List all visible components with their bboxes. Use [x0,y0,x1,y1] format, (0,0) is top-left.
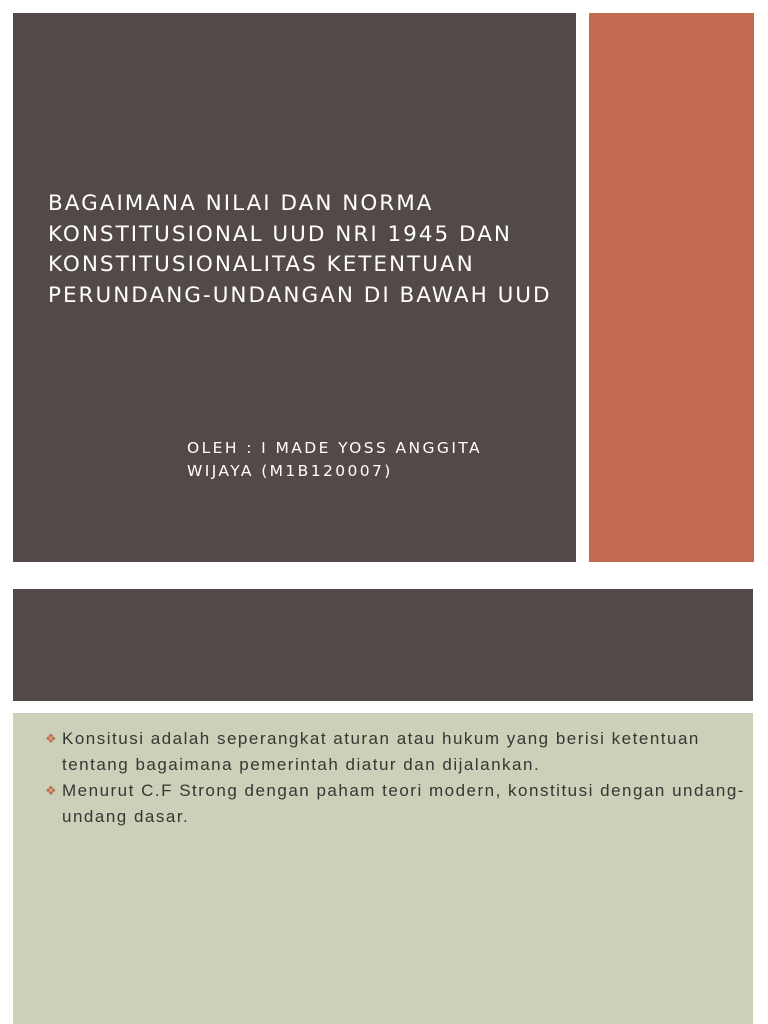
diamond-bullet-icon: ❖ [45,731,59,746]
accent-panel [589,13,754,562]
title-panel [13,13,576,562]
slide-title: BAGAIMANA NILAI DAN NORMA KONSTITUSIONAL UUD NRI 1945 DAN KONSTITUSIONALITAS KETENTUAN PERUNDANG-UNDANGAN DI BAWAH UUD [48,191,552,308]
bullet-item [45,778,745,830]
bullet-text: Menurut C.F Strong dengan paham teori modern, konstitusi dengan undang-undang dasar. [62,781,745,826]
header-band [13,589,753,701]
bullet-text: Konsitusi adalah seperangkat aturan atau hukum yang berisi ketentuan tentang bagaimana pemerintah diatur dan dijalankan. [62,729,700,774]
diamond-bullet-icon: ❖ [45,783,59,798]
bullet-list [45,726,745,830]
content-panel [13,713,753,1024]
slide-author: OLEH : I MADE YOSS ANGGITA WIJAYA (M1B120007) [187,439,482,480]
bullet-item [45,726,745,778]
